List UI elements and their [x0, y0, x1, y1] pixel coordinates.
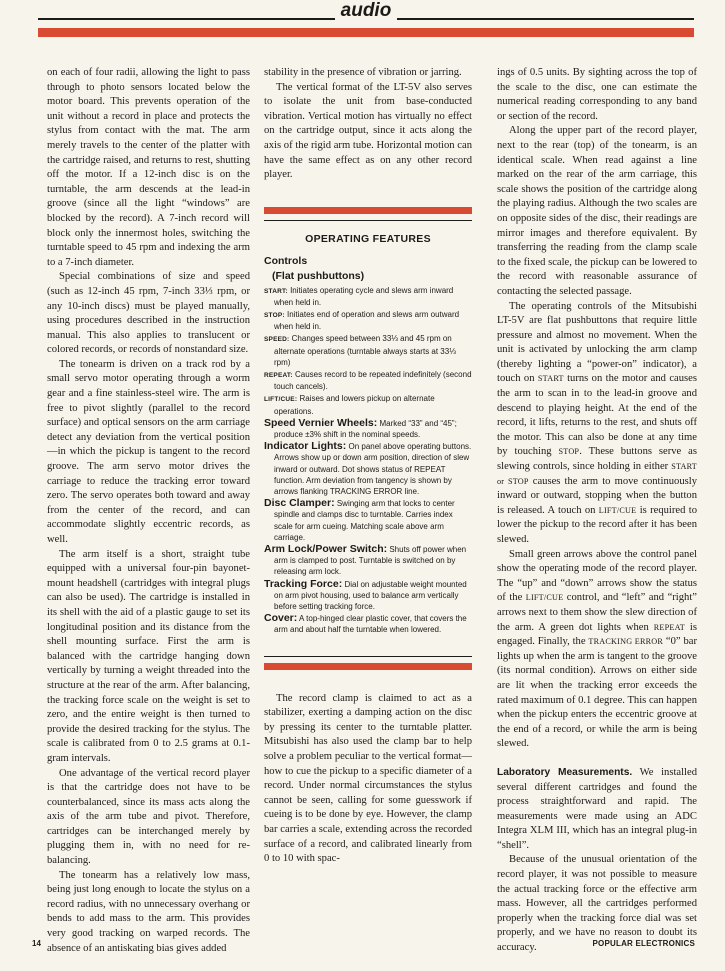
operating-features-title: OPERATING FEATURES: [305, 232, 431, 245]
section-title: audio: [38, 0, 694, 22]
section-header: [38, 2, 694, 38]
header-red-band: [38, 28, 694, 37]
lab-measurements-heading: Laboratory Measurements.: [497, 766, 633, 778]
paragraph: on each of four radii, allowing the light to pass through to photo sensors located below the motor board. This prevents operation of the unit without a record in place and protects the stylus from contact with the mat. The arm merely travels to the center of the platter with the cartridge raised, and returns to rest, shutting off the motor. If a 12-inch disc is on the turntable, the arm descends at the lead-in groove (since all the light “windows” are blocked by the record). A 7-inch record will block only the innermost holes, switching the turntable speed to 45 rpm and indexing the arm to a 7-inch diameter.: [47, 67, 250, 268]
controls-title: Controls: [264, 255, 308, 268]
box-bottom-red-rule: [264, 663, 472, 670]
box-top-black-rule: [264, 220, 472, 221]
paragraph: Laboratory Measurements. We installed several different cartridges and found the process straightforward and rapid. The measurements were made using an ADC Integra XLM III, which has an integral plug-in “shell”.: [497, 766, 698, 851]
feature-stop: STOP: Initiates end of operation and slews arm outward when held in.: [264, 309, 460, 332]
feature-disc-clamper: Disc Clamper: Swinging arm that locks to center spindle and clamps disc to turntable. Carries index scale for arm cueing. Matching scale above arm carriage.: [264, 497, 455, 542]
paragraph: The tonearm is driven on a track rod by a small servo motor operating through a worm gear and a fine stainless-steel wire. The arm is free to pivot slightly (parallel to the record surface) and optical sensors on the arm carriage detect any deviation from the vertical position—in which the pickup is tangent to the record groove. The arm servo motor drives the carriage to reduce the tracking error toward zero. The servo operates both toward and away from the center of the record, and can accommodate slightly eccentric records, as well.: [47, 358, 250, 545]
paragraph: The tonearm has a relatively low mass, being just long enough to locate the stylus on a record radius, with no unnecessary overhang or bends to add mass to the arm. This provides very good tracking on warped records. The absence of an antiskating bias gives added: [47, 869, 250, 954]
page-number: 14: [32, 939, 41, 948]
feature-speed: SPEED: Changes speed between 33⅓ and 45 rpm on alternate operations (turntable always starts at 33⅓ rpm): [264, 334, 456, 367]
paragraph: The operating controls of the Mitsubishi LT-5V are flat pushbuttons that require little pressure and almost no movement. When the unit is activated by unlocking the arm clamp (thereby lighting a “power-on” indicator), a touch on START turns on the motor and causes the arm to scan in to the lead-in groove and descend to playing height. At the end of the record, it lifts, returns to the rest, and shuts off the motor. This can also be done at any time by touching STOP. These buttons serve as slewing controls, since holding in either START or STOP causes the arm to move continuously inward or outward, stopping when the button is released. A touch on LIFT/CUE is required to lower the pickup to the record after it has been slewed.: [497, 300, 698, 545]
box-bottom-black-rule: [264, 656, 472, 657]
feature-start: START: Initiates operating cycle and slews arm inward when held in.: [264, 285, 454, 307]
paragraph: Special combinations of size and speed (such as 12-inch 45 rpm, 7-inch 33⅓ rpm, or any 10-inch discs) must be played manually, using procedures described in the instruction manual. This also applies to translucent or colored records, or records of nonstandard size.: [47, 271, 250, 356]
box-top-red-rule: [264, 207, 472, 214]
column-middle: [264, 66, 472, 867]
column-left: [47, 66, 250, 956]
magazine-name: POPULAR ELECTRONICS: [592, 939, 695, 948]
paragraph: The arm itself is a short, straight tube equipped with a universal four-pin bayonet-mount headshell (cartridges with integral plugs can also be used). The cartridge is installed in its shell with the aid of a plastic gauge to set its longitudinal position and its distance from the shell mounting surface. First the arm is balanced with the cartridge hanging down vertically by turning a weight threaded into the structure at the rear of the arm. After balancing, the tracking force scale on the weight is set to zero, and the entire weight is then turned to provide the desired tracking for the stylus. The scale is calibrated from 0 to 2.5 grams at 0.1-gram intervals.: [47, 548, 250, 764]
feature-speed-vernier-wheels: Speed Vernier Wheels: Marked “33” and “45”; produce ±3% shift in the nominal speeds.: [264, 416, 457, 439]
paragraph: Along the upper part of the record player, next to the rear (top) of the tonearm, is an identical scale. When read against a line marked on the rear of the arm carriage, this scale shows the position of the cartridge along the playing radius. Although the two scales are on opposite sides of the disc, their readings are mirror images and therefore equivalent. By transferring the reading from the clamp scale to the fixed scale, the pickup can be lowered to the record with reasonable assurance of contacting the selected passage.: [497, 125, 697, 297]
paragraph: ings of 0.5 units. By sighting across the top of the scale to the disc, one can estimate the numerical reading corresponding to any band or section of the record.: [497, 67, 697, 122]
paragraph: Because of the unusual orientation of the record player, it was not possible to measure the actual tracking force or the effective arm mass. However, all the cartridges performed properly when the tracking force dial was set properly, and we have no reason to doubt its accuracy.: [497, 854, 697, 954]
pushbuttons-title: (Flat pushbuttons): [272, 269, 365, 282]
feature-indicator-lights: Indicator Lights: On panel above operating buttons. Arrows show up or down arm position, direction of slew inward or outward. Dot shows status of REPEAT function. Arm deviation from tangency is shown by arrows flanking TRACKING ERROR line.: [264, 440, 472, 496]
paragraph: One advantage of the vertical record player is that the cartridge does not have to be counterbalanced, since its mass acts along the axis of the arm tube and pivot. Therefore, cartridges can be interchanged merely by plugging them in, with no need for re-balancing.: [47, 767, 250, 867]
operating-features-box: [264, 207, 472, 670]
column-right: [497, 66, 697, 956]
paragraph: Small green arrows above the control panel show the operating mode of the record player. The “up” and “down” arrows show the status of the LIFT/CUE control, and “left” and “right” arrows next to them show the slew direction of the arm. A green dot lights when REPEAT is engaged. Finally, the TRACKING ERROR “0” bar lights up when the arm is tangent to the groove (its normal condition). Arrows on either side are lit when the tracking error exceeds the rated maximum of 0.1 degree. This can happen when the pickup enters the eccentric groove at the end of a record, or while the arm is being slewed.: [497, 548, 698, 750]
feature-repeat: REPEAT: Causes record to be repeated indefinitely (second touch cancels).: [264, 369, 472, 392]
feature-arm-lock-power-switch: Arm Lock/Power Switch: Shuts off power when arm is clamped to post. Turntable is switched on by releasing arm lock.: [264, 543, 467, 577]
paragraph: The vertical format of the LT-5V also serves to isolate the unit from base-conducted vibration. Vertical motion has virtually no effect on the cartridge output, since it acts along the axis of the rigid arm tube. Horizontal motion can have the same effect as on any other record player.: [264, 81, 472, 181]
feature-tracking-force: Tracking Force: Dial on adjustable weight mounted on arm pivot housing, used to balance arm vertically before setting tracking force.: [264, 577, 467, 612]
feature-cover: Cover: A top-hinged clear plastic cover, that covers the arm and about half the turntable when lowered.: [264, 612, 467, 635]
paragraph: The record clamp is claimed to act as a stabilizer, exerting a damping action on the disc by pressing its center to the turntable platter. Mitsubishi has also used the clamp bar to help solve a problem peculiar to the vertical format—how to cue the pickup to a specific diameter of a record. Under normal circumstances the stylus cannot be seen, calling for some guesswork if cueing is to be done by eye. However, the clamp bar carries a scale, extending across the recorded surface of a record, and calibrated linearly from 0 to 10 with spac-: [264, 692, 472, 865]
paragraph: stability in the presence of vibration or jarring.: [264, 67, 462, 78]
feature-lift-cue: LIFT/CUE: Raises and lowers pickup on alternate operations.: [264, 394, 435, 416]
